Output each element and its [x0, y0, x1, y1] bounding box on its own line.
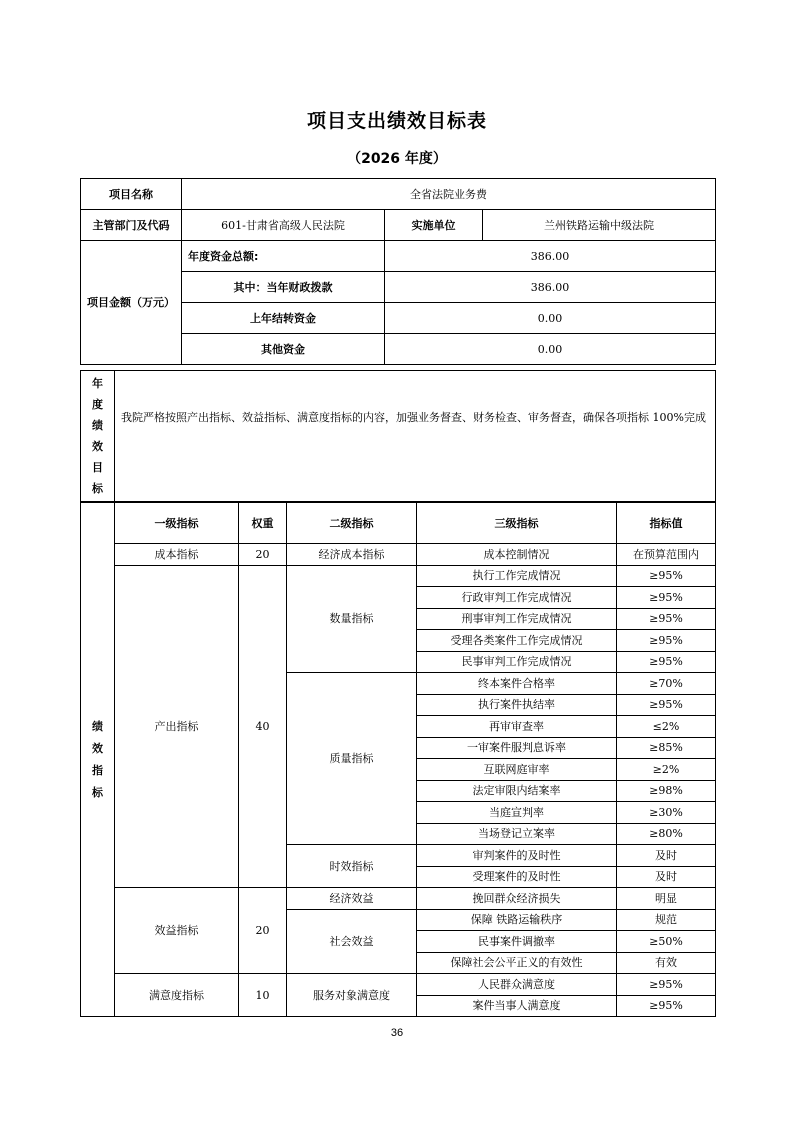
- dept-label: 主管部门及代码: [81, 210, 182, 241]
- indicator-name: 保障 铁路运输秩序: [417, 909, 617, 931]
- indicator-name: 成本控制情况: [417, 544, 617, 566]
- indicator-value: 在预算范围内: [617, 544, 716, 566]
- indicator-value: ≥95%: [617, 608, 716, 630]
- indicator-value: ≥95%: [617, 630, 716, 652]
- indicator-name: 民事审判工作完成情况: [417, 651, 617, 673]
- indicator-value: 及时: [617, 866, 716, 888]
- indicators-header-row: [81, 503, 716, 544]
- header-level3: 三级指标: [417, 503, 617, 544]
- indicator-name: 当庭宣判率: [417, 802, 617, 824]
- indicators-side-label: 绩效指标: [81, 503, 115, 1017]
- indicator-value: ≥70%: [617, 673, 716, 695]
- indicator-name: 法定审限内结案率: [417, 780, 617, 802]
- annual-goal-label: 年度绩效目标: [81, 371, 115, 502]
- indicator-name: 民事案件调撤率: [417, 931, 617, 953]
- indicator-name: 审判案件的及时性: [417, 845, 617, 867]
- indicator-name: 人民群众满意度: [417, 974, 617, 996]
- indicator-value: ≥95%: [617, 694, 716, 716]
- indicator-name: 受理各类案件工作完成情况: [417, 630, 617, 652]
- project-name-value: 全省法院业务费: [182, 179, 716, 210]
- indicator-name: 行政审判工作完成情况: [417, 587, 617, 609]
- indicator-name: 互联网庭审率: [417, 759, 617, 781]
- annual-goal-row: [81, 371, 716, 502]
- project-name-row: [81, 179, 716, 210]
- indicator-value: ≥2%: [617, 759, 716, 781]
- indicator-value: ≥85%: [617, 737, 716, 759]
- indicators-table: [80, 502, 716, 1017]
- fiscal-label: 其中：当年财政拨款: [182, 272, 385, 303]
- cost-level2: 经济成本指标: [287, 544, 417, 566]
- dept-value: 601-甘肃省高级人民法院: [182, 210, 385, 241]
- total-value: 386.00: [385, 241, 716, 272]
- indicator-value: ≥98%: [617, 780, 716, 802]
- indicator-value: ≥80%: [617, 823, 716, 845]
- timeliness-level2: 时效指标: [287, 845, 417, 888]
- indicator-name: 再审审查率: [417, 716, 617, 738]
- indicator-name: 受理案件的及时性: [417, 866, 617, 888]
- output-level1: 产出指标: [115, 565, 239, 888]
- header-value: 指标值: [617, 503, 716, 544]
- indicator-value: ≥95%: [617, 565, 716, 587]
- dept-row: [81, 210, 716, 241]
- indicator-name: 保障社会公平正义的有效性: [417, 952, 617, 974]
- indicator-value: ≥95%: [617, 995, 716, 1017]
- output-weight: 40: [239, 565, 287, 888]
- header-weight: 权重: [239, 503, 287, 544]
- cost-weight: 20: [239, 544, 287, 566]
- indicator-value: ≥30%: [617, 802, 716, 824]
- table-row: [81, 544, 716, 566]
- page-number: 36: [390, 1027, 404, 1039]
- indicator-name: 一审案件服判息诉率: [417, 737, 617, 759]
- satisfaction-level1: 满意度指标: [115, 974, 239, 1017]
- indicator-value: 明显: [617, 888, 716, 910]
- other-value: 0.00: [385, 334, 716, 365]
- indicator-name: 案件当事人满意度: [417, 995, 617, 1017]
- indicator-value: 及时: [617, 845, 716, 867]
- indicator-name: 当场登记立案率: [417, 823, 617, 845]
- quantity-level2: 数量指标: [287, 565, 417, 673]
- impl-unit-value: 兰州铁路运输中级法院: [483, 210, 716, 241]
- project-info-table: [80, 178, 716, 365]
- amount-total-row: [81, 241, 716, 272]
- fiscal-value: 386.00: [385, 272, 716, 303]
- indicator-value: ≥95%: [617, 587, 716, 609]
- benefit-weight: 20: [239, 888, 287, 974]
- indicator-value: ≤2%: [617, 716, 716, 738]
- indicator-value: 有效: [617, 952, 716, 974]
- indicator-value: 规范: [617, 909, 716, 931]
- table-row: [81, 974, 716, 996]
- annual-goal-text: 我院严格按照产出指标、效益指标、满意度指标的内容，加强业务督查、财务检查、审务督查，确保各项指标 100%完成: [115, 371, 716, 502]
- indicator-name: 执行工作完成情况: [417, 565, 617, 587]
- indicator-name: 终本案件合格率: [417, 673, 617, 695]
- amount-label: 项目金额（万元）: [81, 241, 182, 365]
- quality-level2: 质量指标: [287, 673, 417, 845]
- carryover-value: 0.00: [385, 303, 716, 334]
- table-row: [81, 565, 716, 587]
- indicator-value: ≥95%: [617, 974, 716, 996]
- page-title: 项目支出绩效目标表: [306, 110, 487, 132]
- social-level2: 社会效益: [287, 909, 417, 974]
- satisfaction-weight: 10: [239, 974, 287, 1017]
- cost-level1: 成本指标: [115, 544, 239, 566]
- satisfaction-level2: 服务对象满意度: [287, 974, 417, 1017]
- total-label: 年度资金总额:: [182, 241, 385, 272]
- benefit-level1: 效益指标: [115, 888, 239, 974]
- project-name-label: 项目名称: [81, 179, 182, 210]
- impl-unit-label: 实施单位: [385, 210, 483, 241]
- indicator-value: ≥95%: [617, 651, 716, 673]
- header-level2: 二级指标: [287, 503, 417, 544]
- indicator-value: ≥50%: [617, 931, 716, 953]
- header-level1: 一级指标: [115, 503, 239, 544]
- other-label: 其他资金: [182, 334, 385, 365]
- page-subtitle: （2026 年度）: [347, 151, 447, 167]
- annual-goal-table: [80, 370, 716, 502]
- indicator-name: 执行案件执结率: [417, 694, 617, 716]
- table-row: [81, 888, 716, 910]
- carryover-label: 上年结转资金: [182, 303, 385, 334]
- indicator-name: 刑事审判工作完成情况: [417, 608, 617, 630]
- economic-level2: 经济效益: [287, 888, 417, 910]
- indicator-name: 挽回群众经济损失: [417, 888, 617, 910]
